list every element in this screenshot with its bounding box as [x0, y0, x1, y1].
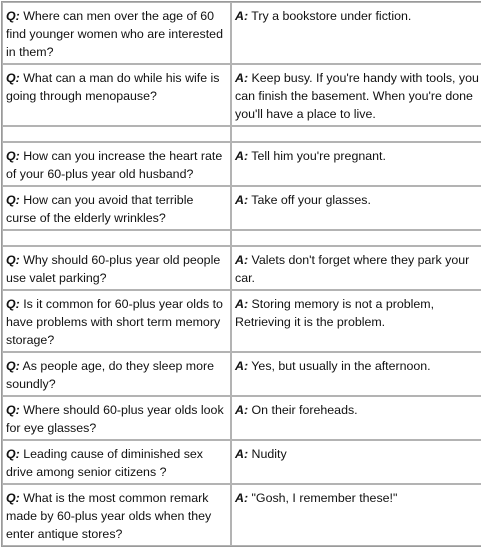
table-row [2, 352, 481, 396]
answer-cell [231, 246, 481, 290]
empty-row [2, 230, 481, 246]
empty-cell [231, 230, 481, 246]
empty-cell [231, 126, 481, 142]
question-text: How can you increase the heart rate of your 60-plus year old husband? [6, 149, 223, 181]
table-row [2, 246, 481, 290]
answer-text: Tell him you're pregnant. [251, 149, 386, 163]
answer-cell [231, 2, 481, 64]
answer-prefix: A: [235, 9, 249, 23]
table-row [2, 484, 481, 546]
question-text: Why should 60-plus year old people use valet parking? [6, 253, 221, 285]
answer-text: "Gosh, I remember these!" [251, 491, 398, 505]
table-row [2, 64, 481, 126]
question-prefix: Q: [6, 491, 20, 505]
question-prefix: Q: [6, 359, 20, 373]
answer-prefix: A: [235, 403, 249, 417]
empty-row [2, 126, 481, 142]
answer-prefix: A: [235, 253, 249, 267]
question-text: Leading cause of diminished sex drive among senior citizens ? [6, 447, 203, 479]
answer-cell [231, 352, 481, 396]
question-cell [2, 142, 231, 186]
answer-prefix: A: [235, 149, 249, 163]
question-text: How can you avoid that terrible curse of the elderly wrinkles? [6, 193, 194, 225]
question-prefix: Q: [6, 403, 20, 417]
answer-prefix: A: [235, 71, 249, 85]
answer-text: Take off your glasses. [251, 193, 371, 207]
answer-cell [231, 142, 481, 186]
question-text: Where should 60-plus year olds look for eye glasses? [6, 403, 224, 435]
answer-prefix: A: [235, 297, 249, 311]
table-row [2, 2, 481, 64]
answer-text: Yes, but usually in the afternoon. [251, 359, 431, 373]
question-text: What is the most common remark made by 60-plus year olds when they enter antique stores? [6, 491, 212, 541]
table-row [2, 142, 481, 186]
empty-cell [2, 230, 231, 246]
question-cell [2, 484, 231, 546]
answer-text: On their foreheads. [251, 403, 358, 417]
question-prefix: Q: [6, 71, 20, 85]
table-row [2, 290, 481, 352]
question-prefix: Q: [6, 193, 20, 207]
question-cell [2, 186, 231, 230]
question-text: As people age, do they sleep more soundly? [6, 359, 215, 391]
answer-text: Nudity [251, 447, 287, 461]
table-row [2, 440, 481, 484]
answer-prefix: A: [235, 193, 249, 207]
question-text: What can a man do while his wife is going through menopause? [6, 71, 220, 103]
question-cell [2, 440, 231, 484]
answer-cell [231, 64, 481, 126]
table-row [2, 396, 481, 440]
question-prefix: Q: [6, 149, 20, 163]
answer-prefix: A: [235, 447, 249, 461]
question-cell [2, 352, 231, 396]
answer-cell [231, 396, 481, 440]
question-cell [2, 396, 231, 440]
answer-cell [231, 440, 481, 484]
question-cell [2, 246, 231, 290]
question-cell [2, 290, 231, 352]
question-cell [2, 2, 231, 64]
question-prefix: Q: [6, 253, 20, 267]
answer-text: Valets don't forget where they park your car. [235, 253, 470, 285]
question-text: Is it common for 60-plus year olds to have problems with short term memory storage? [6, 297, 223, 347]
qa-table-body [2, 2, 481, 546]
question-text: Where can men over the age of 60 find younger women who are interested in them? [6, 9, 223, 59]
answer-cell [231, 186, 481, 230]
answer-cell [231, 484, 481, 546]
question-prefix: Q: [6, 9, 20, 23]
question-prefix: Q: [6, 447, 20, 461]
answer-text: Try a bookstore under fiction. [251, 9, 412, 23]
question-prefix: Q: [6, 297, 20, 311]
answer-cell [231, 290, 481, 352]
qa-table [1, 1, 481, 547]
answer-text: Keep busy. If you're handy with tools, you can finish the basement. When you're done you'll have a place to live. [235, 71, 479, 121]
question-cell [2, 64, 231, 126]
answer-prefix: A: [235, 359, 249, 373]
table-row [2, 186, 481, 230]
answer-prefix: A: [235, 491, 249, 505]
empty-cell [2, 126, 231, 142]
answer-text: Storing memory is not a problem, Retrieving it is the problem. [235, 297, 435, 329]
